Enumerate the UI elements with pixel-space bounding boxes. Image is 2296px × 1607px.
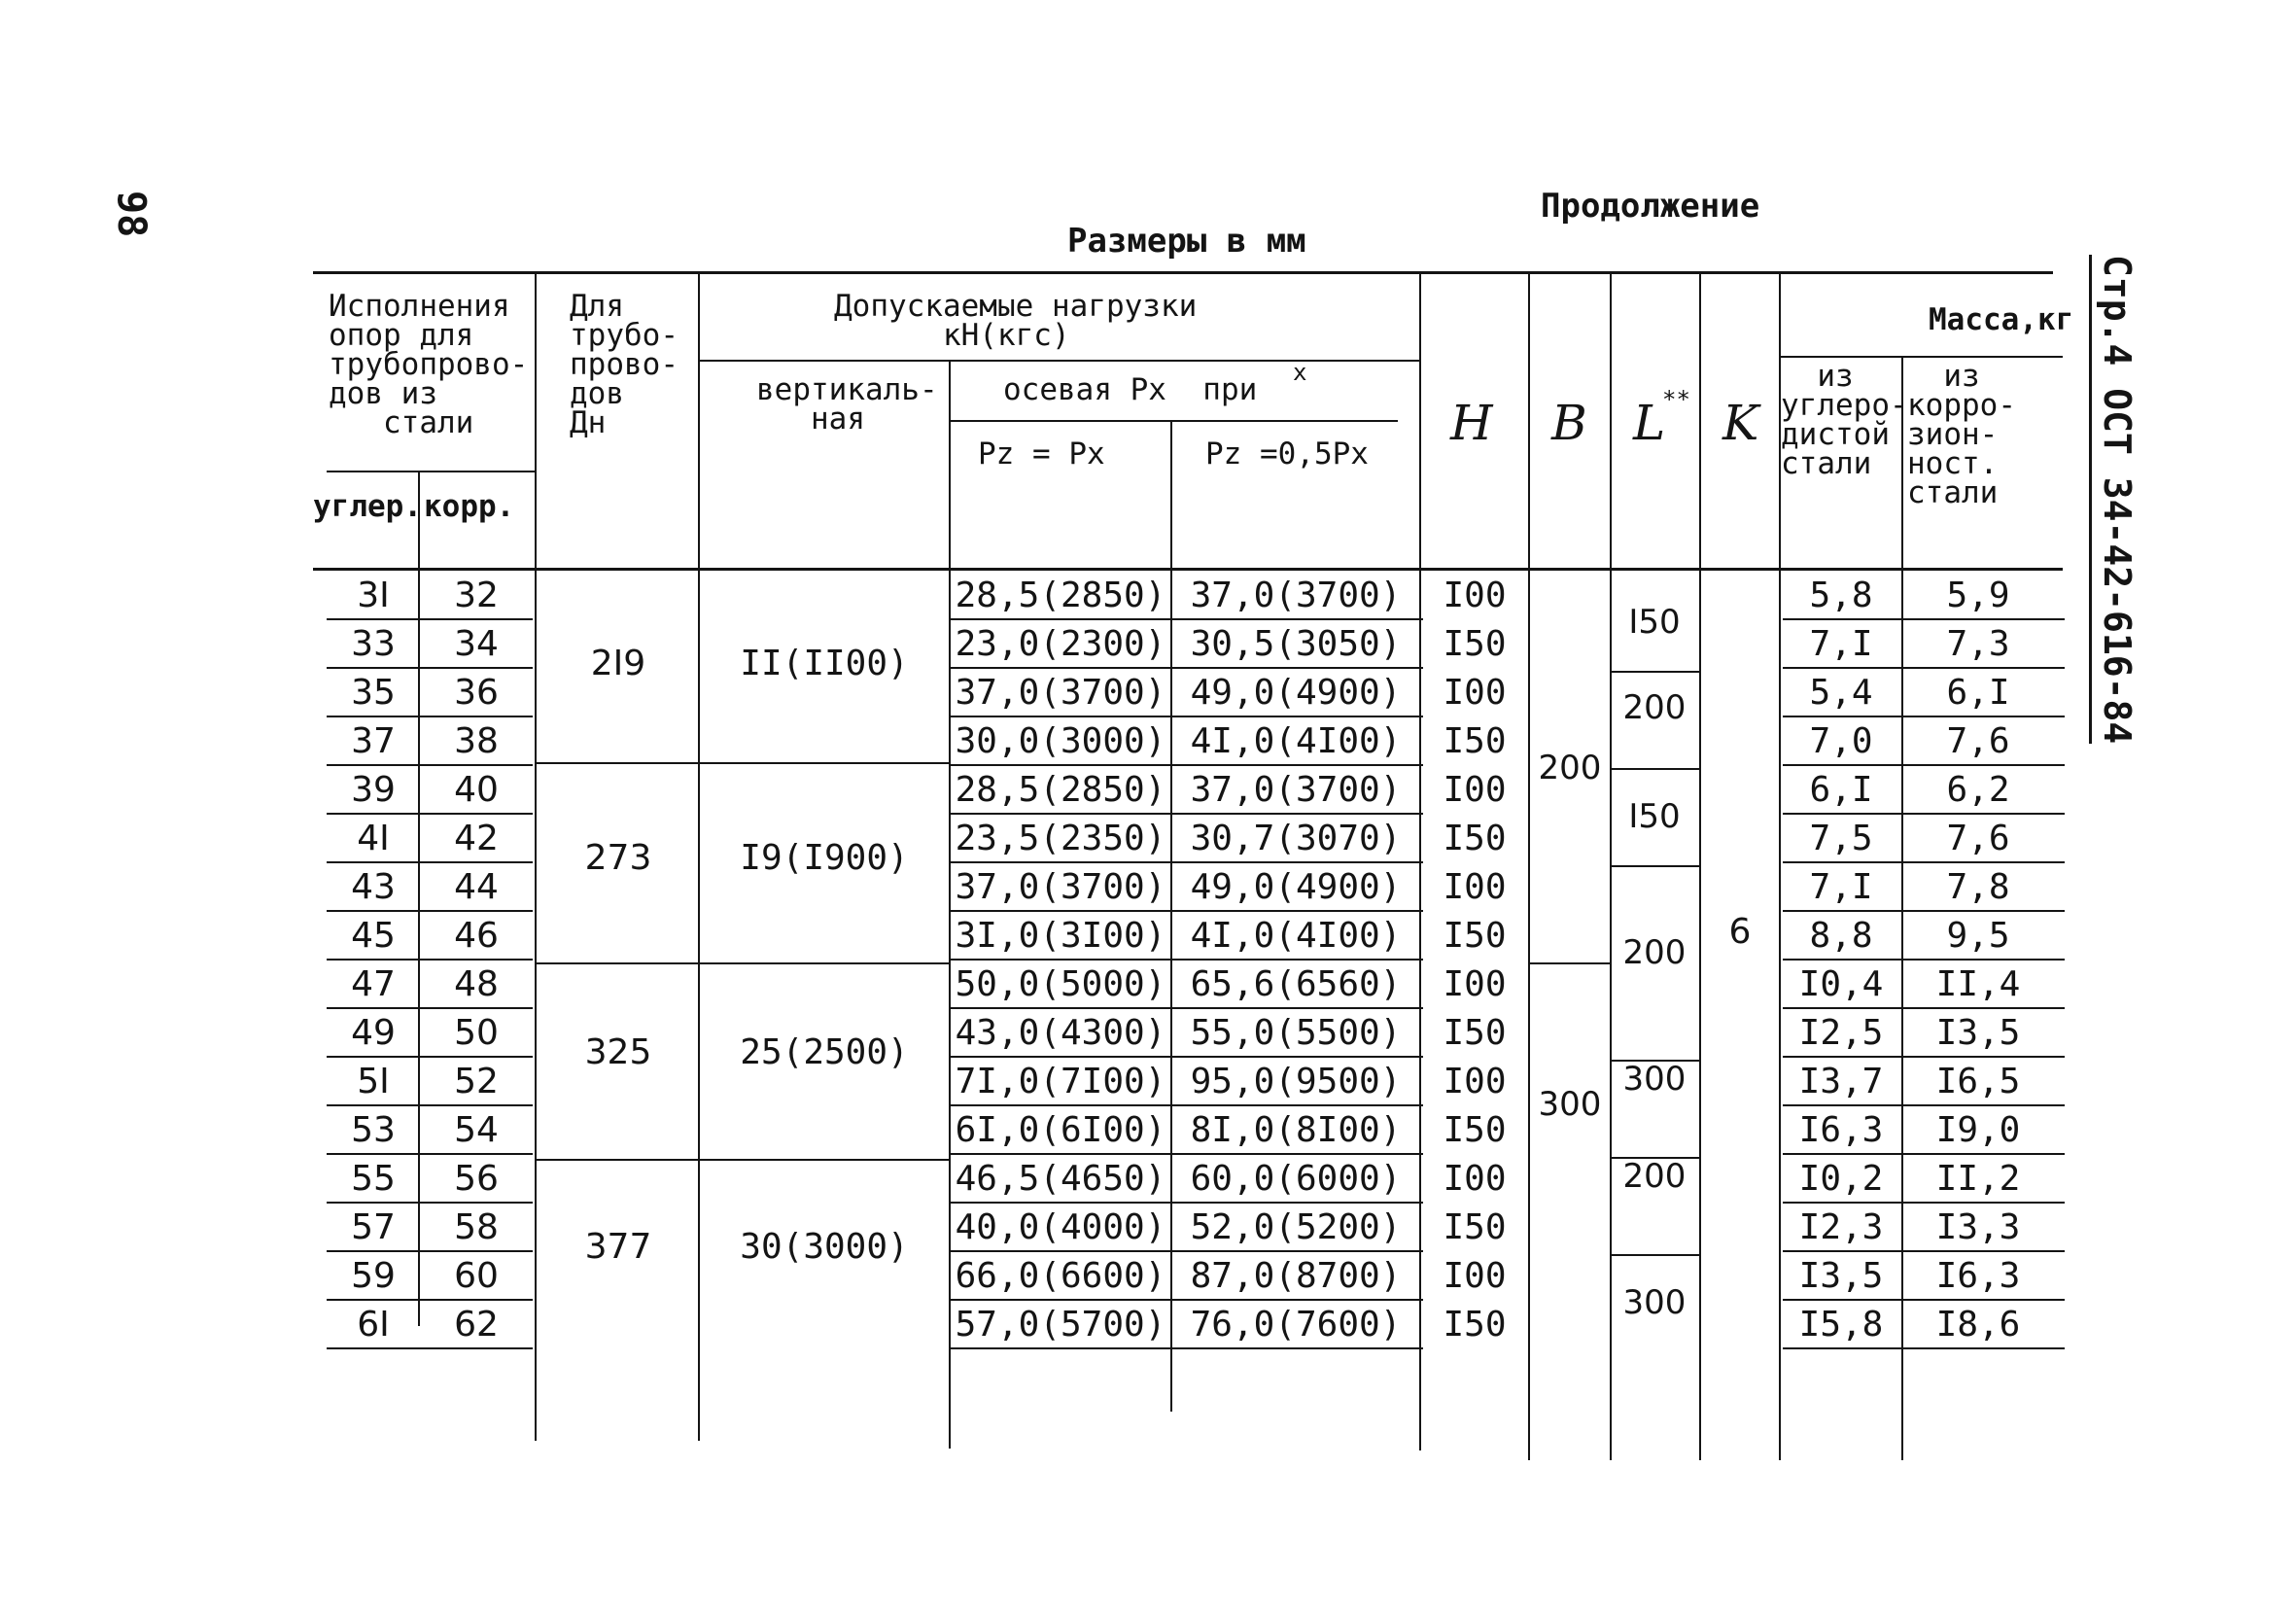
cell-pz-eq-px: 50,0(5000)	[955, 964, 1166, 1004]
cell-ugler: 43	[351, 867, 396, 907]
vrule-mass-split	[1901, 356, 1903, 1460]
cell-korr: 56	[454, 1159, 499, 1199]
row-rule	[327, 1250, 533, 1252]
cell-ugler: 4I	[357, 819, 390, 858]
cell-dn: 273	[584, 838, 652, 878]
cell-korr: 58	[454, 1207, 499, 1247]
cell-ugler: 57	[351, 1207, 396, 1247]
cell-mass-carbon: I3,7	[1798, 1062, 1884, 1101]
row-rule	[1783, 813, 2065, 815]
cell-pz-eq-05px: 55,0(5500)	[1190, 1013, 1402, 1053]
cell-mass-corr: 9,5	[1946, 916, 2010, 956]
row-rule	[1783, 1202, 2065, 1204]
l-rule-2	[1610, 768, 1699, 770]
cell-mass-corr: I6,3	[1935, 1256, 2021, 1296]
cell-l: 200	[1622, 688, 1687, 727]
cell-mass-carbon: 8,8	[1809, 916, 1873, 956]
header-h: H	[1450, 395, 1493, 451]
cell-ugler: 6I	[357, 1305, 390, 1345]
vrule-pz1-pz2	[1170, 420, 1172, 1412]
row-rule	[1783, 1153, 2065, 1155]
cell-pz-eq-05px: 65,6(6560)	[1190, 964, 1402, 1004]
cell-pz-eq-px: 28,5(2850)	[955, 576, 1166, 615]
cell-korr: 62	[454, 1305, 499, 1345]
row-rule	[327, 861, 533, 863]
cell-dn: 2I9	[590, 644, 646, 683]
cell-mass-carbon: I6,3	[1798, 1110, 1884, 1150]
cell-mass-corr: 5,9	[1946, 576, 2010, 615]
group-rule-3	[535, 1159, 951, 1161]
row-rule	[951, 1056, 1423, 1058]
cell-pz-eq-px: 40,0(4000)	[955, 1207, 1166, 1247]
header-pz-eq-05px: Pz =0,5Px	[1205, 437, 1369, 472]
cell-ugler: 3I	[357, 576, 390, 615]
page-number: 98	[109, 191, 154, 238]
cell-dn: 325	[584, 1032, 652, 1072]
cell-h: I50	[1443, 916, 1507, 956]
rule-ispoln-split	[327, 471, 537, 472]
cell-ugler: 5I	[357, 1062, 390, 1101]
cell-pz-eq-px: 28,5(2850)	[955, 770, 1166, 810]
row-rule	[327, 667, 533, 669]
cell-l: 300	[1622, 1060, 1687, 1099]
row-rule	[951, 1202, 1423, 1204]
cell-h: I00	[1443, 1062, 1507, 1101]
cell-pz-eq-05px: 37,0(3700)	[1190, 576, 1402, 615]
row-rule	[1783, 667, 2065, 669]
cell-k: 6	[1728, 912, 1752, 952]
cell-mass-corr: 6,I	[1946, 673, 2010, 713]
row-rule	[951, 1007, 1423, 1009]
cell-l: 200	[1622, 1157, 1687, 1196]
cell-pz-eq-px: 37,0(3700)	[955, 867, 1166, 907]
cell-h: I00	[1443, 1159, 1507, 1199]
row-rule	[951, 764, 1423, 766]
row-rule	[327, 1056, 533, 1058]
cell-mass-carbon: I0,2	[1798, 1159, 1884, 1199]
cell-b: 200	[1538, 749, 1602, 787]
group-rule-2	[535, 962, 951, 964]
cell-vertical-load: 25(2500)	[740, 1032, 909, 1072]
cell-mass-carbon: I3,5	[1798, 1256, 1884, 1296]
cell-pz-eq-05px: 49,0(4900)	[1190, 867, 1402, 907]
cell-ugler: 53	[351, 1110, 396, 1150]
header-loads: Допускаемые нагрузки кН(кгс)	[834, 289, 1198, 353]
row-rule	[1783, 1299, 2065, 1301]
header-ugler: углер.	[313, 489, 422, 524]
vrule-vert-pz1	[949, 360, 951, 1449]
cell-mass-corr: 7,6	[1946, 819, 2010, 858]
row-rule	[1783, 1007, 2065, 1009]
cell-pz-eq-05px: 60,0(6000)	[1190, 1159, 1402, 1199]
header-b: B	[1551, 395, 1587, 451]
row-rule	[327, 1007, 533, 1009]
row-rule	[327, 764, 533, 766]
header-dn: Для трубо- прово- дов Дн	[570, 289, 678, 440]
row-rule	[327, 1202, 533, 1204]
cell-ugler: 33	[351, 624, 396, 664]
cell-pz-eq-05px: 30,7(3070)	[1190, 819, 1402, 858]
cell-l: 300	[1622, 1283, 1687, 1322]
cell-ugler: 35	[351, 673, 396, 713]
header-vertical: вертикаль- ная	[756, 372, 938, 437]
cell-pz-eq-05px: 52,0(5200)	[1190, 1207, 1402, 1247]
row-rule	[951, 618, 1423, 620]
cell-mass-carbon: 7,I	[1809, 867, 1873, 907]
header-mass-carbon: из углеро- дистой стали	[1781, 359, 1908, 481]
cell-mass-carbon: 5,4	[1809, 673, 1873, 713]
row-rule	[1783, 1104, 2065, 1106]
cell-dn: 377	[584, 1227, 652, 1267]
cell-h: I00	[1443, 576, 1507, 615]
cell-pz-eq-px: 57,0(5700)	[955, 1305, 1166, 1345]
header-bottom-rule	[313, 568, 2063, 571]
cell-mass-corr: 6,2	[1946, 770, 2010, 810]
rule-loads-split	[700, 360, 1419, 362]
group-rule-1	[535, 762, 951, 764]
header-axial: осевая Рх при	[1003, 372, 1258, 407]
row-rule	[327, 959, 533, 961]
cell-mass-corr: I6,5	[1935, 1062, 2021, 1101]
row-rule	[1783, 716, 2065, 717]
cell-mass-corr: I3,3	[1935, 1207, 2021, 1247]
row-rule	[1783, 764, 2065, 766]
row-rule	[951, 1299, 1423, 1301]
cell-ugler: 39	[351, 770, 396, 810]
l-rule-3	[1610, 865, 1699, 867]
vrule-korr-dn	[535, 274, 537, 1441]
cell-pz-eq-px: 46,5(4650)	[955, 1159, 1166, 1199]
cell-pz-eq-05px: 76,0(7600)	[1190, 1305, 1402, 1345]
cell-l: I50	[1628, 603, 1681, 642]
cell-mass-carbon: 7,I	[1809, 624, 1873, 664]
header-axial-mark: x	[1293, 359, 1307, 386]
cell-pz-eq-05px: 49,0(4900)	[1190, 673, 1402, 713]
header-l-mark: **	[1662, 386, 1690, 413]
b-rule	[1528, 962, 1610, 964]
row-rule	[327, 1299, 533, 1301]
row-rule	[327, 716, 533, 717]
row-rule	[1783, 1347, 2065, 1349]
cell-pz-eq-05px: 30,5(3050)	[1190, 624, 1402, 664]
row-rule	[327, 1104, 533, 1106]
row-rule	[1783, 1056, 2065, 1058]
units-label: Размеры в мм	[1067, 222, 1306, 261]
cell-l: I50	[1628, 797, 1681, 836]
cell-h: I50	[1443, 1013, 1507, 1053]
cell-h: I00	[1443, 770, 1507, 810]
cell-pz-eq-px: 3I,0(3I00)	[955, 916, 1166, 956]
rule-mass-split	[1781, 356, 2063, 358]
document-code: Стр.4 ОСТ 34-42-616-84	[2089, 255, 2139, 744]
cell-h: I50	[1443, 721, 1507, 761]
cell-mass-corr: I9,0	[1935, 1110, 2021, 1150]
cell-ugler: 59	[351, 1256, 396, 1296]
row-rule	[1783, 1250, 2065, 1252]
row-rule	[951, 716, 1423, 717]
cell-ugler: 45	[351, 916, 396, 956]
cell-pz-eq-px: 23,5(2350)	[955, 819, 1166, 858]
cell-korr: 50	[454, 1013, 499, 1053]
cell-pz-eq-px: 37,0(3700)	[955, 673, 1166, 713]
cell-mass-corr: I8,6	[1935, 1305, 2021, 1345]
row-rule	[1783, 910, 2065, 912]
row-rule	[1783, 959, 2065, 961]
cell-mass-corr: 7,8	[1946, 867, 2010, 907]
cell-pz-eq-px: 7I,0(7I00)	[955, 1062, 1166, 1101]
cell-ugler: 37	[351, 721, 396, 761]
cell-korr: 38	[454, 721, 499, 761]
cell-pz-eq-05px: 4I,0(4I00)	[1190, 721, 1402, 761]
cell-pz-eq-05px: 4I,0(4I00)	[1190, 916, 1402, 956]
header-mass: Масса,кг	[1929, 302, 2074, 337]
cell-h: I00	[1443, 867, 1507, 907]
cell-korr: 46	[454, 916, 499, 956]
header-k: K	[1722, 395, 1759, 451]
row-rule	[1783, 861, 2065, 863]
vrule-l-k	[1699, 274, 1701, 1460]
cell-vertical-load: I9(I900)	[740, 838, 909, 878]
cell-korr: 44	[454, 867, 499, 907]
cell-korr: 48	[454, 964, 499, 1004]
row-rule	[951, 1104, 1423, 1106]
header-mass-corr: из корро- зион- ност. стали	[1907, 359, 2016, 510]
vrule-b-l	[1610, 274, 1612, 1460]
table-top-rule	[313, 271, 2053, 274]
row-rule	[951, 1250, 1423, 1252]
cell-mass-carbon: I5,8	[1798, 1305, 1884, 1345]
row-rule	[327, 1347, 533, 1349]
cell-korr: 34	[454, 624, 499, 664]
vrule-ugl-korr	[418, 471, 420, 1326]
cell-pz-eq-05px: 95,0(9500)	[1190, 1062, 1402, 1101]
cell-pz-eq-px: 6I,0(6I00)	[955, 1110, 1166, 1150]
row-rule	[951, 667, 1423, 669]
row-rule	[1783, 618, 2065, 620]
cell-pz-eq-px: 66,0(6600)	[955, 1256, 1166, 1296]
row-rule	[951, 1347, 1423, 1349]
cell-h: I00	[1443, 673, 1507, 713]
row-rule	[327, 910, 533, 912]
cell-vertical-load: 30(3000)	[740, 1227, 909, 1267]
cell-pz-eq-05px: 87,0(8700)	[1190, 1256, 1402, 1296]
header-korr: корр.	[424, 489, 515, 524]
row-rule	[951, 959, 1423, 961]
rule-axial-split	[951, 420, 1398, 422]
cell-pz-eq-px: 23,0(2300)	[955, 624, 1166, 664]
cell-b: 300	[1538, 1085, 1602, 1124]
cell-h: I50	[1443, 1110, 1507, 1150]
cell-h: I50	[1443, 819, 1507, 858]
row-rule	[951, 1153, 1423, 1155]
header-pz-eq-px: Pz = Px	[978, 437, 1105, 472]
cell-mass-carbon: I2,3	[1798, 1207, 1884, 1247]
row-rule	[327, 813, 533, 815]
l-rule-6	[1610, 1254, 1699, 1256]
cell-korr: 52	[454, 1062, 499, 1101]
cell-mass-carbon: 7,5	[1809, 819, 1873, 858]
cell-l: 200	[1622, 933, 1687, 972]
cell-ugler: 47	[351, 964, 396, 1004]
cell-mass-corr: I3,5	[1935, 1013, 2021, 1053]
cell-h: I50	[1443, 624, 1507, 664]
vrule-dn-vert	[698, 274, 700, 1441]
cell-mass-carbon: I2,5	[1798, 1013, 1884, 1053]
cell-korr: 54	[454, 1110, 499, 1150]
row-rule	[951, 910, 1423, 912]
cell-mass-corr: 7,3	[1946, 624, 2010, 664]
header-ispolneniya: Исполнения опор для трубопрово- дов из стали	[329, 289, 529, 440]
l-rule-1	[1610, 671, 1699, 673]
cell-mass-carbon: 5,8	[1809, 576, 1873, 615]
cell-mass-carbon: 7,0	[1809, 721, 1873, 761]
cell-korr: 42	[454, 819, 499, 858]
cell-pz-eq-px: 30,0(3000)	[955, 721, 1166, 761]
row-rule	[951, 813, 1423, 815]
cell-mass-carbon: I0,4	[1798, 964, 1884, 1004]
row-rule	[951, 861, 1423, 863]
cell-korr: 36	[454, 673, 499, 713]
cell-h: I50	[1443, 1207, 1507, 1247]
cell-korr: 60	[454, 1256, 499, 1296]
continuation-label: Продолжение	[1541, 187, 1760, 226]
cell-pz-eq-05px: 8I,0(8I00)	[1190, 1110, 1402, 1150]
cell-ugler: 55	[351, 1159, 396, 1199]
cell-mass-carbon: 6,I	[1809, 770, 1873, 810]
vrule-h-b	[1528, 274, 1530, 1460]
cell-h: I00	[1443, 964, 1507, 1004]
cell-pz-eq-px: 43,0(4300)	[955, 1013, 1166, 1053]
cell-h: I50	[1443, 1305, 1507, 1345]
cell-mass-corr: II,2	[1935, 1159, 2021, 1199]
cell-mass-corr: II,4	[1935, 964, 2021, 1004]
cell-ugler: 49	[351, 1013, 396, 1053]
row-rule	[327, 1153, 533, 1155]
cell-korr: 40	[454, 770, 499, 810]
cell-vertical-load: II(II00)	[740, 644, 909, 683]
cell-mass-corr: 7,6	[1946, 721, 2010, 761]
cell-h: I00	[1443, 1256, 1507, 1296]
header-l: L	[1633, 395, 1666, 451]
row-rule	[327, 618, 533, 620]
cell-pz-eq-05px: 37,0(3700)	[1190, 770, 1402, 810]
cell-korr: 32	[454, 576, 499, 615]
